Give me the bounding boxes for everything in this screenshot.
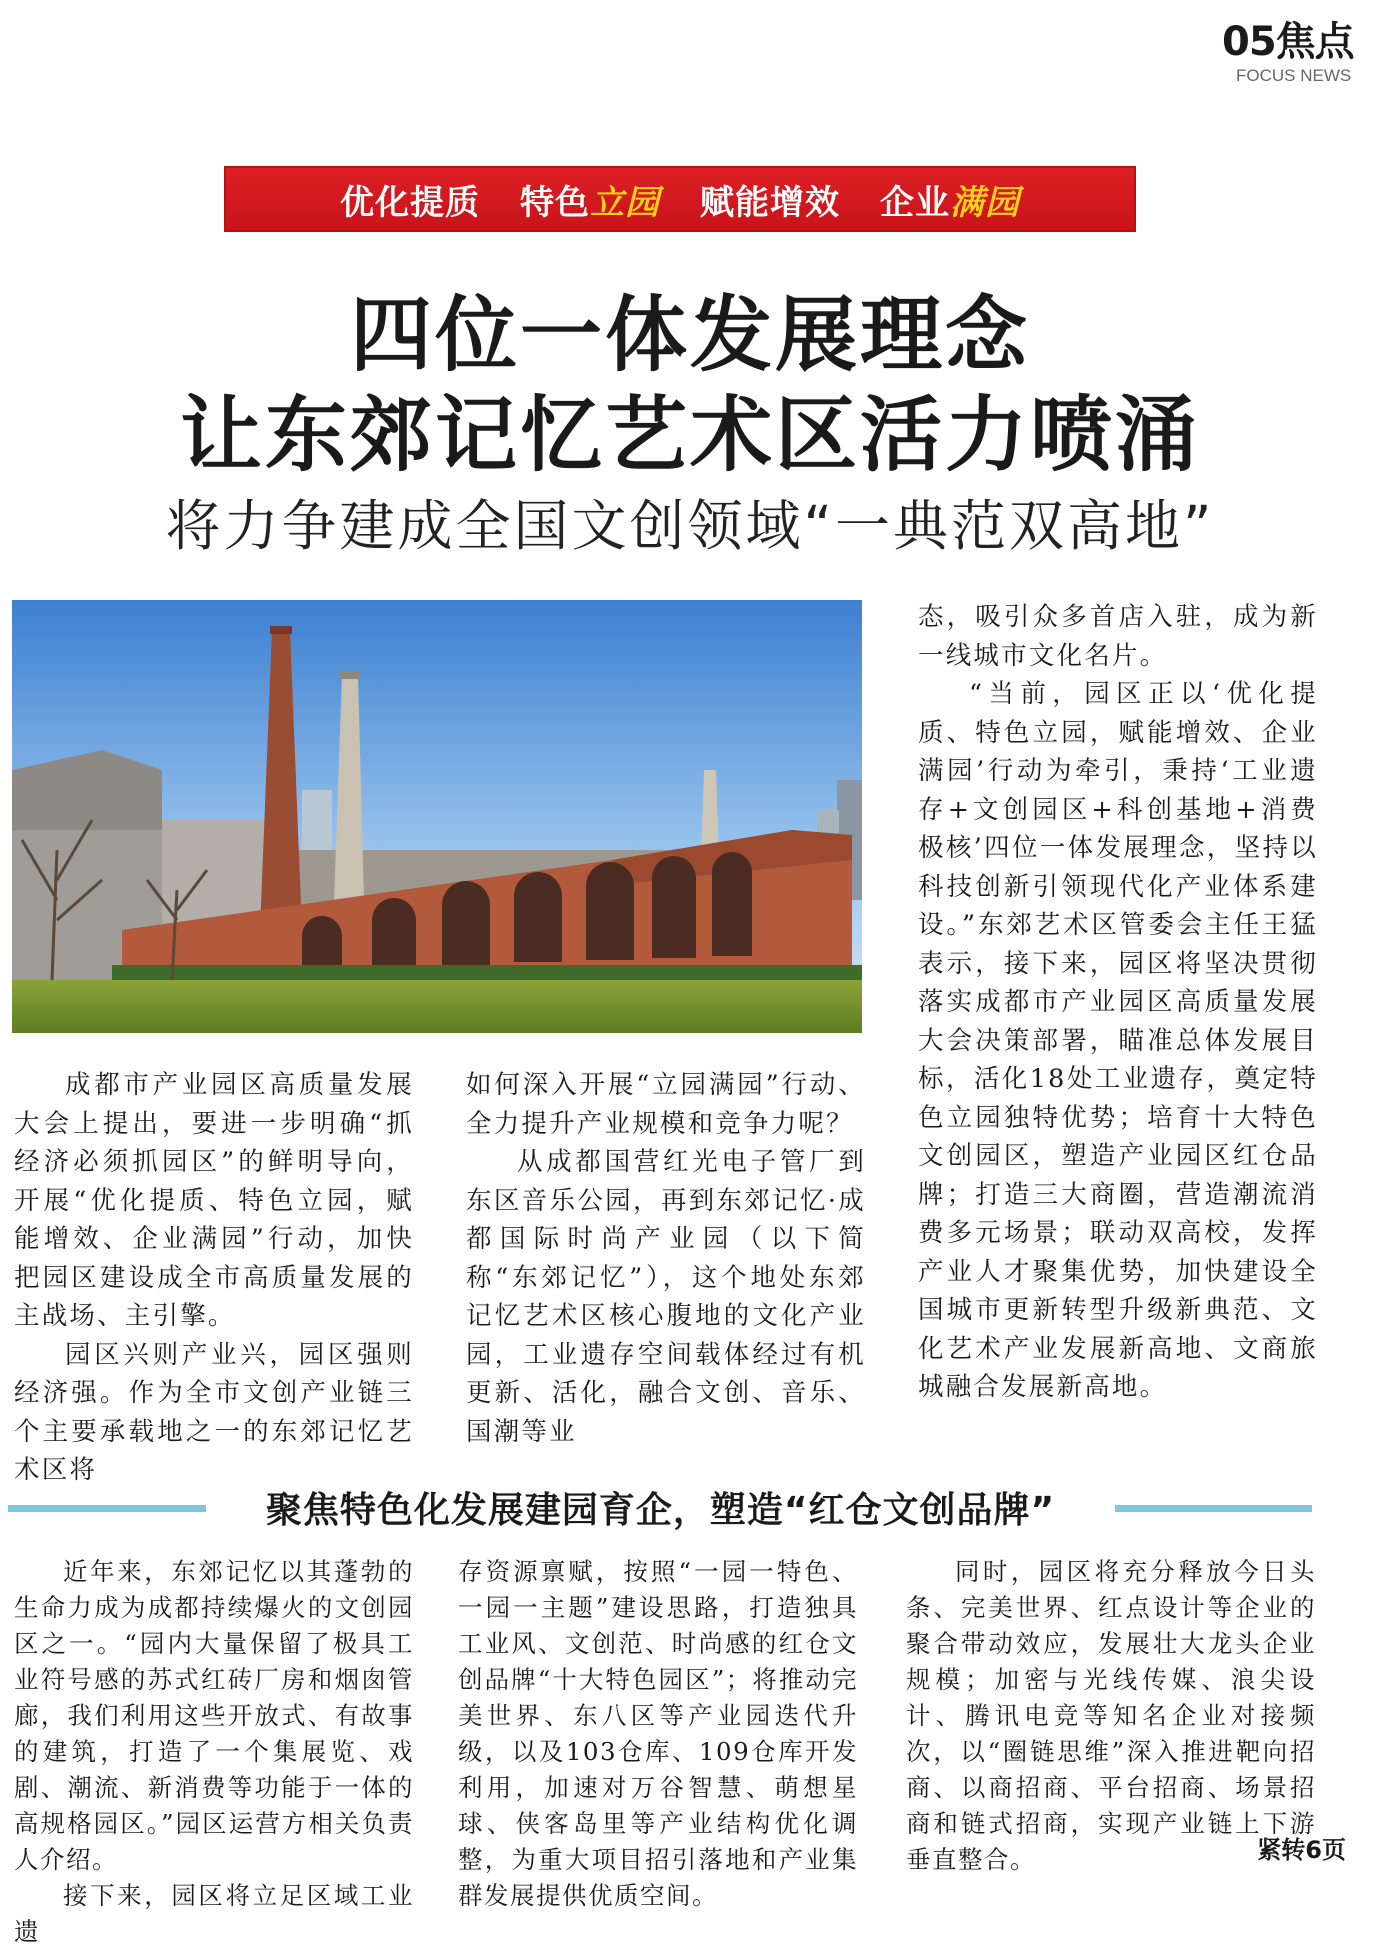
banner-part4-b: 满园: [950, 182, 1020, 223]
article-photo: [12, 600, 862, 1033]
section-paragraph: 同时，园区将充分释放今日头条、完美世界、红点设计等企业的聚合带动效应，发展壮大龙头企业规模；加密与光线传媒、浪尖设计、腾讯电竞等知名企业对接频次，以“圈链思维”深入推进靶向招商、以商招商、平台招商、场景招商和链式招商，实现产业链上下游垂直整合。: [906, 1557, 1316, 1874]
slogan-banner: [224, 166, 1136, 232]
article-paragraph: “当前，园区正以‘优化提质、特色立园，赋能增效、企业满园’行动为牵引，秉持‘工业遗存+文创园区+科创基地+消费极核’四位一体发展理念，坚持以科技创新引领现代化产业体系建设。”东郊艺术区管委会主任王猛表示，接下来，园区将坚决贯彻落实成都市产业园区高质量发展大会决策部署，瞄准总体发展目标，活化18处工业遗存，奠定特色立园独特优势；培育十大特色文创园区，塑造产业园区红仓品牌；打造三大商圈，营造潮流消费多元场景；联动双高校，发挥产业人才聚集优势，加快建设全国城市更新转型升级新典范、文化艺术产业发展新高地、文商旅城融合发展新高地。: [918, 679, 1318, 1402]
section-rule-right: [1115, 1505, 1312, 1512]
article-column-2: [466, 1066, 866, 1451]
banner-part4-a: 企业: [880, 182, 950, 223]
article-paragraph: 如何深入开展“立园满园”行动、全力提升产业规模和竞争力呢？: [466, 1070, 866, 1139]
page-section-label: 05焦点: [1222, 19, 1354, 65]
section-column-3: [906, 1554, 1316, 1878]
banner-part2-b: 立园: [590, 182, 660, 223]
section-title: 聚焦特色化发展建园育企，塑造“红仓文创品牌”: [265, 1490, 1056, 1531]
article-column-1: [14, 1066, 414, 1490]
article-paragraph: 园区兴则产业兴，园区强则经济强。作为全市文创产业链三个主要承载地之一的东郊记忆艺术区将: [14, 1339, 414, 1485]
headline-line2: 让东郊记忆艺术区活力喷涌: [179, 388, 1200, 483]
continued-on-page-label: 紧转6页: [1257, 1836, 1346, 1864]
section-english-label: FOCUS NEWS: [1236, 66, 1352, 85]
article-paragraph: 从成都国营红光电子管厂到东区音乐公园，再到东郊记忆·成都国际时尚产业园（以下简称“东郊记忆”），这个地处东郊记忆艺术区核心腹地的文化产业园，工业遗存空间载体经过有机更新、活化，融合文创、音乐、国潮等业: [466, 1147, 866, 1447]
section-paragraph: 接下来，园区将立足区域工业遗: [14, 1881, 414, 1946]
article-paragraph: 成都市产业园区高质量发展大会上提出，要进一步明确“抓经济必须抓园区”的鲜明导向，开展“优化提质、特色立园，赋能增效、企业满园”行动，加快把园区建设成全市高质量发展的主战场、主引擎。: [14, 1070, 414, 1331]
section-paragraph: 存资源禀赋，按照“一园一特色、一园一主题”建设思路，打造独具工业风、文创范、时尚感的红仓文创品牌“十大特色园区”；将推动完美世界、东八区等产业园迭代升级，以及103仓库、109仓库开发利用，加速对万谷智慧、萌想星球、侠客岛里等产业结构优化调整，为重大项目招引落地和产业集群发展提供优质空间。: [458, 1557, 858, 1910]
headline-line1: 四位一体发展理念: [349, 288, 1030, 383]
section-column-1: [14, 1554, 414, 1950]
section-rule-left: [8, 1505, 206, 1512]
article-column-3: [918, 598, 1318, 1407]
banner-part2-a: 特色: [520, 182, 590, 223]
article-paragraph: 态，吸引众多首店入驻，成为新一线城市文化名片。: [918, 602, 1318, 671]
section-column-2: [458, 1554, 858, 1914]
headline-subtitle: 将力争建成全国文创领域“一典范双高地”: [165, 494, 1215, 558]
section-paragraph: 近年来，东郊记忆以其蓬勃的生命力成为成都持续爆火的文创园区之一。“园内大量保留了极具工业符号感的苏式红砖厂房和烟囱管廊，我们利用这些开放式、有故事的建筑，打造了一个集展览、戏剧、潮流、新消费等功能于一体的高规格园区。”园区运营方相关负责人介绍。: [14, 1557, 414, 1874]
banner-part3: 赋能增效: [700, 182, 840, 223]
banner-part1: 优化提质: [340, 182, 480, 223]
